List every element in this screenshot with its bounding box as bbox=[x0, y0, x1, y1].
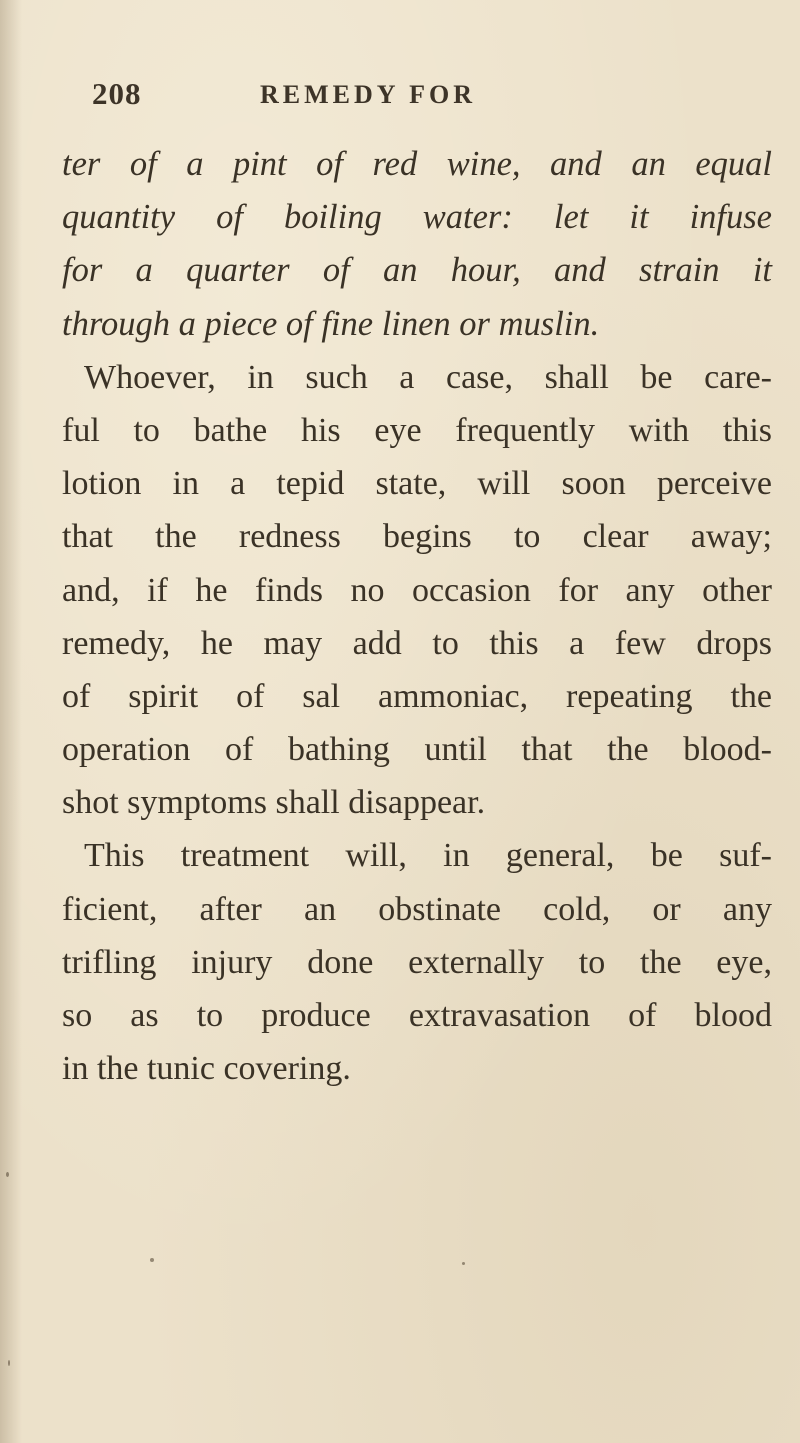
text-line: remedy, he may add to this a few drops bbox=[62, 624, 772, 662]
text-line: so as to produce extravasation of blood bbox=[62, 997, 772, 1034]
text-line: of spirit of sal ammoniac, repeating the bbox=[62, 677, 772, 715]
paragraph-start-line: Whoever, in such a case, shall be care- bbox=[84, 358, 772, 396]
paragraph-start-line: This treatment will, in general, be suf- bbox=[84, 837, 772, 875]
body-text bbox=[62, 138, 772, 1095]
text-line: ter of a pint of red wine, and an equal bbox=[62, 145, 772, 183]
paper-speck bbox=[8, 1360, 10, 1366]
text-line: operation of bathing until that the blood- bbox=[62, 731, 772, 769]
text-line: that the redness begins to clear away; bbox=[62, 518, 772, 556]
text-line: for a quarter of an hour, and strain it bbox=[62, 251, 772, 290]
page-number: 208 bbox=[92, 76, 142, 111]
text-line: through a piece of fine linen or muslin. bbox=[62, 304, 600, 343]
text-line: trifling injury done externally to the eye, bbox=[62, 943, 772, 981]
text-line: and, if he finds no occasion for any other bbox=[62, 571, 772, 609]
text-line: in the tunic covering. bbox=[62, 1050, 351, 1088]
text-line: ficient, after an obstinate cold, or any bbox=[62, 890, 772, 928]
paper-speck bbox=[6, 1172, 9, 1177]
text-line: shot symptoms shall disappear. bbox=[62, 784, 486, 822]
text-line: lotion in a tepid state, will soon perceive bbox=[62, 465, 772, 503]
text-line: quantity of boiling water: let it infuse bbox=[62, 198, 772, 237]
paper-speck bbox=[462, 1262, 465, 1265]
text-line: ful to bathe his eye frequently with this bbox=[62, 411, 772, 449]
gutter-shadow bbox=[0, 0, 22, 1443]
page-header bbox=[92, 76, 652, 116]
running-head: REMEDY FOR bbox=[260, 80, 476, 109]
paper-speck bbox=[150, 1258, 154, 1262]
